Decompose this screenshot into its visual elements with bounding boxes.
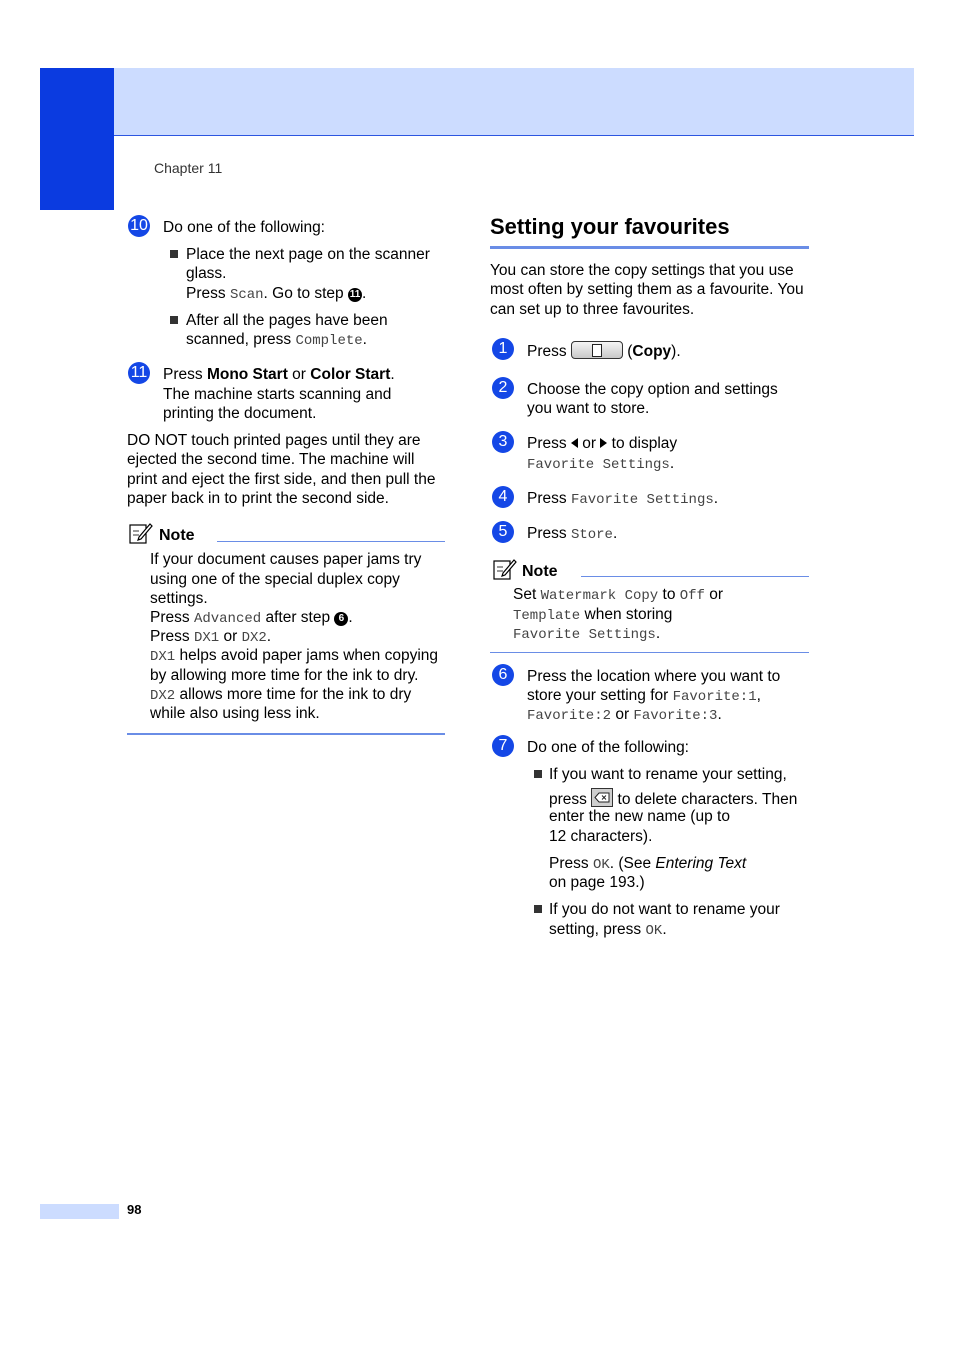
step-7-bullet1-line4: 12 characters). [549,828,653,845]
dx1-code: DX1 [193,630,220,646]
note-line6 [150,646,438,667]
step-7-bullet1-line3: enter the new name (up to [549,808,730,825]
text: . Go to step [263,285,348,302]
text: scanned, press [186,331,296,348]
page-number: 98 [127,1202,142,1217]
dx2-code: DX2 [241,630,267,646]
note-top-rule [581,576,809,577]
entering-text-ref: Entering Text [655,855,747,872]
text: helps avoid paper jams when copying [175,647,439,664]
text: to delete characters. Then [617,791,798,808]
note-line2: using one of the special duplex copy [150,571,400,588]
note-line7: by allowing more time for the ink to dry. [150,667,419,684]
favorite-settings-code: Favorite Settings [527,457,670,473]
right-arrow-icon [600,438,607,448]
note-line9: while also using less ink. [150,705,320,722]
step-7-bullet2-line1: If you do not want to rename your [549,901,780,918]
step-7-bullet2-line2: setting, press OK. [549,921,667,939]
step-3-line1 [527,434,677,454]
step-7-bullet1-line6: on page 193.) [549,874,645,891]
intro-line1: You can store the copy settings that you use [490,262,794,279]
warning-line2: ejected the second time. The machine will [127,451,415,468]
text: to [658,586,680,603]
text: Press [186,285,230,302]
text: or [611,706,634,723]
bullet-icon [170,316,178,324]
step-10-number: 10 [128,215,150,237]
step-10-bullet2-line2: scanned, press Complete. [186,331,367,349]
step-7-bullet1-line1: If you want to rename your setting, [549,766,787,783]
note-line2 [513,605,672,626]
step-10-intro: Do one of the following: [163,219,325,236]
note-line8 [150,685,411,706]
step-10-bullet1-line1: Place the next page on the scanner [186,246,430,263]
off-code: Off [679,588,705,604]
scan-code: Scan [229,287,264,303]
step-6-line3: Favorite:2 or Favorite:3. [527,706,722,724]
text: or [219,628,242,645]
advanced-code: Advanced [193,611,262,627]
step-6-line2: store your setting for Favorite:1, [527,687,761,705]
note-top-rule [217,541,445,542]
color-start: Color Start [310,366,391,383]
left-arrow-icon [571,438,578,448]
text: Press [150,609,194,626]
store-code: Store [570,527,613,543]
text: store your setting for [527,687,673,704]
step-3-line2: Favorite Settings. [527,455,675,473]
warning-line3: print and eject the first side, and then pull the [127,471,436,488]
text: or [287,366,311,383]
text: Press [549,855,593,872]
note-line1 [513,585,723,606]
note-line1: If your document causes paper jams try [150,551,422,568]
text: Press [527,435,567,452]
text: or [704,586,724,603]
step-ref-icon: 6 [334,612,348,626]
text: Press [527,343,567,360]
step-4-line: Press Favorite Settings. [527,490,719,508]
step-4-number: 4 [492,486,514,508]
note-bottom-rule [490,652,809,653]
text: Press [150,628,194,645]
warning-line4: paper back in to print the second side. [127,490,389,507]
text: setting, press [549,921,646,938]
favorite2-code: Favorite:2 [527,708,612,724]
note-line3: settings. [150,590,208,607]
step-2-line2: you want to store. [527,400,650,417]
ok-code: OK [592,857,610,873]
step-11-line1: Press Mono Start or Color Start. [163,366,395,383]
step-ref-icon: 11 [349,289,361,300]
step-2-line1: Choose the copy option and settings [527,381,778,398]
note-line4: Press Advanced after step 6 . [150,609,353,627]
favorite1-code: Favorite:1 [672,689,757,705]
note-pencil-icon [493,558,517,580]
watermark-copy-code: Watermark Copy [540,588,659,604]
step-11-number: 11 [128,362,150,384]
title-underline [490,246,809,249]
note-bottom-rule [127,733,445,735]
note-title: Note [522,563,558,580]
step-7-number: 7 [492,735,514,757]
text: allows more time for the ink to dry [175,686,412,703]
favorite-settings-code: Favorite Settings [513,627,656,643]
favorite3-code: Favorite:3 [633,708,718,724]
mono-start: Mono Start [206,366,288,383]
intro-line2: most often by setting them as a favourite. You [490,281,804,298]
dx2-code: DX2 [150,688,176,704]
text: . (See [609,855,656,872]
page-number-band [40,1204,119,1219]
backspace-key-icon [591,788,613,807]
step-6-number: 6 [492,664,514,686]
step-1-number: 1 [492,338,514,360]
bullet-icon [534,905,542,913]
step-5-line: Press Store. [527,525,618,543]
favorite-settings-code: Favorite Settings [570,492,714,508]
text: when storing [580,606,673,623]
copy-key-icon [571,341,623,359]
bullet-icon [534,770,542,778]
step-11-line3: printing the document. [163,405,317,422]
bullet-icon [170,250,178,258]
copy-label: Copy [632,343,672,360]
step-10-bullet1-line3: Press Scan. Go to step 11 . [186,285,367,303]
header-band [114,68,914,136]
intro-line3: can set up to three favourites. [490,301,695,318]
step-3-number: 3 [492,431,514,453]
text: to display [611,435,678,452]
dx1-code: DX1 [150,649,176,665]
note-line3: Favorite Settings. [513,625,661,643]
chapter-tab [40,68,114,210]
step-5-number: 5 [492,521,514,543]
step-10-bullet1-line2: glass. [186,265,227,282]
step-7-bullet1-line5 [549,854,746,875]
complete-code: Complete [295,333,363,349]
text: Set [513,586,541,603]
chapter-label: Chapter 11 [154,160,223,176]
warning-line1: DO NOT touch printed pages until they are [127,432,421,449]
template-code: Template [513,608,581,624]
text: Press [527,525,571,542]
note-title: Note [159,527,195,544]
text: Press [163,366,207,383]
note-pencil-icon [129,522,153,544]
step-1-line: Press (Copy). [527,343,681,360]
step-7-intro: Do one of the following: [527,739,689,756]
ok-code: OK [645,923,663,939]
step-10-bullet2-line1: After all the pages have been [186,312,388,329]
text: Press [527,490,571,507]
note-line5: Press DX1 or DX2. [150,628,272,646]
step-6-line1: Press the location where you want to [527,668,781,685]
step-2-number: 2 [492,377,514,399]
step-11-line2: The machine starts scanning and [163,386,392,403]
text: press [549,791,587,808]
text: after step [261,609,335,626]
section-title: Setting your favourites [490,214,730,239]
text: or [582,435,597,452]
